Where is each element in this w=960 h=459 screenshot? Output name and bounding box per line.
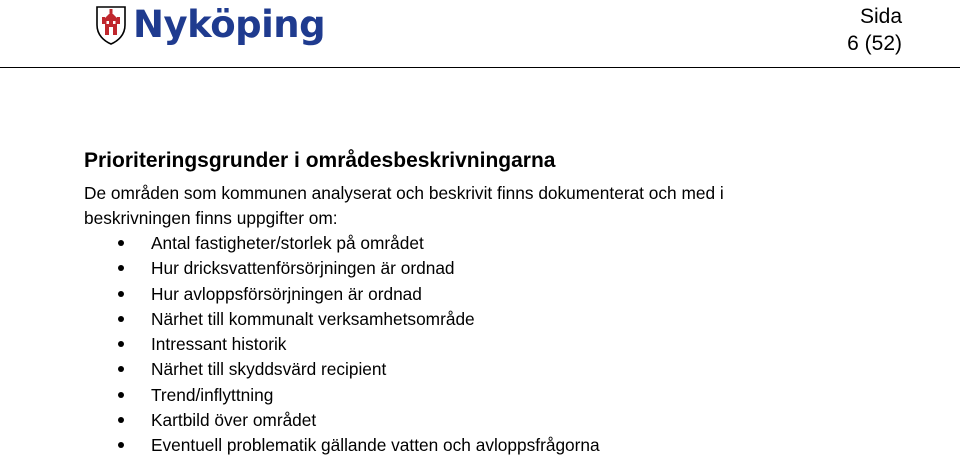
intro-line: De områden som kommunen analyserat och beskrivit finns dokumenterat och med i: [84, 183, 724, 203]
bullet-icon: [118, 316, 124, 322]
list-item: [84, 357, 600, 382]
bullet-icon: [118, 291, 124, 297]
bullet-icon: [118, 366, 124, 372]
list-item: [84, 282, 600, 307]
page-label: Sida: [859, 5, 902, 28]
list-item-text: Antal fastigheter/storlek på området: [151, 233, 424, 253]
list-item: [84, 332, 600, 357]
section-title: Prioriteringsgrunder i områdesbeskrivningarna: [84, 149, 556, 172]
intro-paragraph: [84, 181, 884, 231]
list-item: [84, 383, 600, 408]
bullet-icon: [118, 265, 124, 271]
nykoping-crest-icon: [95, 5, 127, 45]
list-item: [84, 433, 600, 458]
page-number: 6 (52): [847, 32, 902, 55]
list-item-text: Närhet till skyddsvärd recipient: [151, 359, 387, 380]
list-item: [84, 307, 600, 332]
list-item-text: Hur avloppsförsörjningen är ordnad: [151, 283, 422, 304]
list-item: [84, 231, 600, 256]
list-item: [84, 408, 600, 433]
logo-text: Nyköping: [133, 3, 326, 46]
list-item-text: Hur dricksvattenförsörjningen är ordnad: [151, 258, 455, 279]
list-item-text: Intressant historik: [151, 334, 287, 355]
list-item-text: Trend/inflyttning: [151, 384, 274, 405]
list-item-text: Närhet till kommunalt verksamhetsområde: [151, 308, 475, 329]
bullet-icon: [118, 442, 124, 448]
header-divider: [0, 67, 960, 68]
page-indicator: [847, 3, 902, 57]
bullet-icon: [118, 392, 124, 398]
list-item-text: Eventuell problematik gällande vatten och avloppsfrågorna: [151, 435, 600, 456]
nykoping-logo: [95, 5, 325, 45]
bullet-icon: [118, 341, 124, 347]
list-item-text: Kartbild över området: [151, 410, 317, 431]
intro-line: beskrivningen finns uppgifter om:: [84, 208, 338, 228]
criteria-list: [84, 231, 600, 459]
bullet-icon: [118, 240, 124, 246]
bullet-icon: [118, 417, 124, 423]
list-item: [84, 256, 600, 281]
